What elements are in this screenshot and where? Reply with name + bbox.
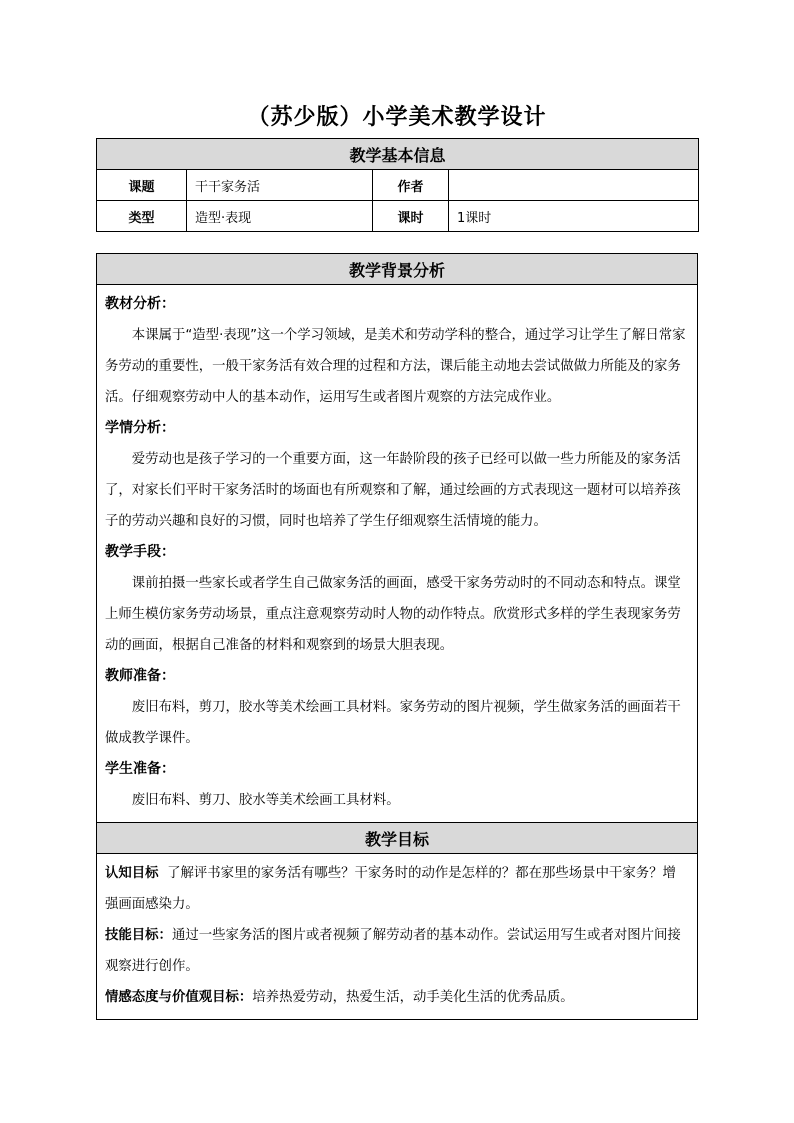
basic-info-header: 教学基本信息 <box>97 139 699 170</box>
section-title-students: 学情分析： <box>105 420 175 436</box>
hours-value: 1课时 <box>449 201 699 232</box>
cognitive-objective <box>105 858 689 920</box>
objectives-content <box>97 854 698 1020</box>
emotion-label: 情感态度与价值观目标： <box>105 990 253 1005</box>
emotion-objective <box>105 982 689 1013</box>
section-text-student-prep: 废旧布料、剪刀、胶水等美术绘画工具材料。 <box>131 793 400 808</box>
topic-value: 干干家务活 <box>187 170 373 201</box>
type-value: 造型·表现 <box>187 201 373 232</box>
basic-info-table <box>96 138 699 232</box>
cognitive-label: 认知目标 <box>105 866 159 881</box>
background-content <box>97 285 698 823</box>
teaching-design-table <box>96 253 698 1020</box>
cognitive-text: 了解评书家里的家务活有哪些？干家务时的动作是怎样的？都在那些场景中干家务？增强画面感染力。 <box>105 866 676 912</box>
skill-label: 技能目标： <box>105 928 172 943</box>
section-title-material: 教材分析： <box>105 296 175 312</box>
section-text-material: 本课属于“造型·表现”这一个学习领域，是美术和劳动学科的整合，通过学习让学生了解日常家务劳动的重要性，一般干家务活有效合理的过程和方法，课后能主动地去尝试做做力所能及的家务活。仔细观察劳动中人的基本动作，运用写生或者图片观察的方法完成作业。 <box>105 328 686 405</box>
background-header: 教学背景分析 <box>97 254 698 285</box>
skill-objective <box>105 920 689 982</box>
objectives-header: 教学目标 <box>97 823 698 854</box>
author-value <box>449 170 699 201</box>
hours-label: 课时 <box>373 201 449 232</box>
emotion-text: 培养热爱劳动，热爱生活，动手美化生活的优秀品质。 <box>252 990 574 1005</box>
author-label: 作者 <box>373 170 449 201</box>
page-title: （苏少版）小学美术教学设计 <box>247 105 547 130</box>
section-title-methods: 教学手段： <box>105 544 175 560</box>
section-text-students: 爱劳动也是孩子学习的一个重要方面，这一年龄阶段的孩子已经可以做一些力所能及的家务活了，对家长们平时干家务活时的场面也有所观察和了解，通过绘画的方式表现这一题材可以培养孩子的劳动兴趣和良好的习惯，同时也培养了学生仔细观察生活情境的能力。 <box>105 452 681 529</box>
section-title-teacher-prep: 教师准备： <box>105 668 175 684</box>
section-text-methods: 课前拍摄一些家长或者学生自己做家务活的画面，感受干家务劳动时的不同动态和特点。课堂上师生模仿家务劳动场景，重点注意观察劳动时人物的动作特点。欣赏形式多样的学生表现家务劳动的画面，根据自己准备的材料和观察到的场景大胆表现。 <box>105 576 681 653</box>
type-label: 类型 <box>97 201 187 232</box>
section-title-student-prep: 学生准备： <box>105 761 175 777</box>
section-text-teacher-prep: 废旧布料，剪刀，胶水等美术绘画工具材料。家务劳动的图片视频，学生做家务活的画面若干做成教学课件。 <box>105 700 681 746</box>
topic-label: 课题 <box>97 170 187 201</box>
skill-text: 通过一些家务活的图片或者视频了解劳动者的基本动作。尝试运用写生或者对图片间接观察进行创作。 <box>105 928 681 974</box>
